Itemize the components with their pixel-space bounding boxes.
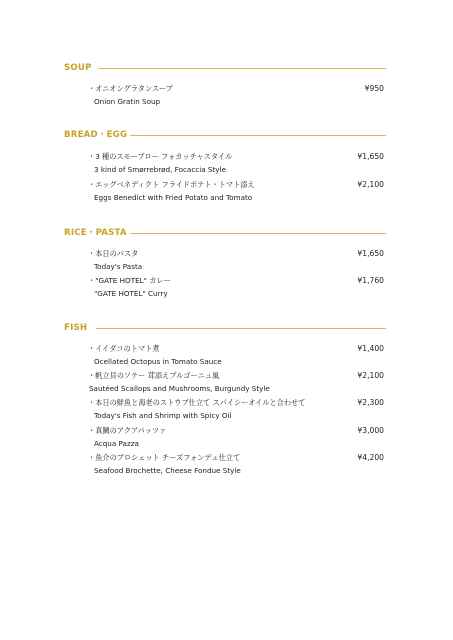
item-name-jp: ・3 種のスモーブロー フォカッチャスタイル: [88, 152, 233, 161]
item-price: ¥1,400: [357, 344, 384, 353]
item-name-en: "GATE HOTEL" Curry: [94, 289, 168, 298]
section-header: [64, 62, 386, 74]
section-title: SOUP: [64, 63, 92, 73]
menu-item: [0, 398, 453, 426]
item-name-en: Eggs Benedict with Fried Potato and Tomato: [94, 193, 253, 202]
item-price: ¥1,650: [357, 152, 384, 161]
item-price: ¥950: [364, 84, 384, 93]
item-price: ¥2,100: [357, 371, 384, 380]
menu-item: [0, 249, 453, 277]
section-header: [64, 129, 386, 141]
item-price: ¥1,650: [357, 249, 384, 258]
menu-item: [0, 453, 453, 481]
item-name-en: Today's Fish and Shrimp with Spicy Oil: [94, 411, 232, 420]
menu-item: [0, 426, 453, 454]
item-name-jp: ・"GATE HOTEL" カレー: [88, 276, 171, 285]
item-name-jp: ・イイダコのトマト煮: [88, 344, 160, 353]
menu-item: [0, 276, 453, 304]
item-name-jp: ・オニオングラタンスープ: [88, 84, 173, 93]
item-name-en: Acqua Pazza: [94, 439, 139, 448]
menu-item: [0, 152, 453, 180]
item-name-en: 3 kind of Smørrebrød, Focaccia Style: [94, 165, 226, 174]
item-name-jp: ・本日のパスタ: [88, 249, 139, 258]
section-divider: [130, 135, 386, 136]
item-name-jp: ・帆立貝のソテー 茸添えブルゴーニュ風: [88, 371, 220, 380]
section-title: RICE・PASTA: [64, 228, 127, 238]
item-name-en: Seafood Brochette, Cheese Fondue Style: [94, 466, 241, 475]
item-name-jp: ・本日の鮮魚と海老のストウブ仕立て スパイシーオイルと合わせて: [88, 398, 306, 407]
item-price: ¥4,200: [357, 453, 384, 462]
section-title: BREAD・EGG: [64, 130, 128, 140]
section-title: FISH: [64, 323, 88, 333]
section-header: [64, 227, 386, 239]
section-divider: [98, 68, 386, 69]
section-divider: [96, 328, 386, 329]
item-name-en: Today's Pasta: [94, 262, 143, 271]
menu-item: [0, 84, 453, 112]
menu-item: [0, 344, 453, 372]
item-name-en: Sautéed Scallops and Mushrooms, Burgundy Style: [89, 384, 270, 393]
item-name-en: Onion Gratin Soup: [94, 97, 161, 106]
section-divider: [130, 233, 386, 234]
menu-item: [0, 180, 453, 208]
item-name-jp: ・魚介のブロシェット チーズフォンデュ仕立て: [88, 453, 241, 462]
item-name-en: Ocellated Octopus in Tomato Sauce: [94, 357, 222, 366]
menu-item: [0, 371, 453, 399]
section-header: [64, 322, 386, 334]
item-price: ¥1,760: [357, 276, 384, 285]
item-price: ¥2,100: [357, 180, 384, 189]
item-name-jp: ・エッグベネディクト フライドポテト・トマト添え: [88, 180, 255, 189]
item-price: ¥3,000: [357, 426, 384, 435]
item-price: ¥2,300: [357, 398, 384, 407]
item-name-jp: ・真鯛のアクアパッツァ: [88, 426, 167, 435]
